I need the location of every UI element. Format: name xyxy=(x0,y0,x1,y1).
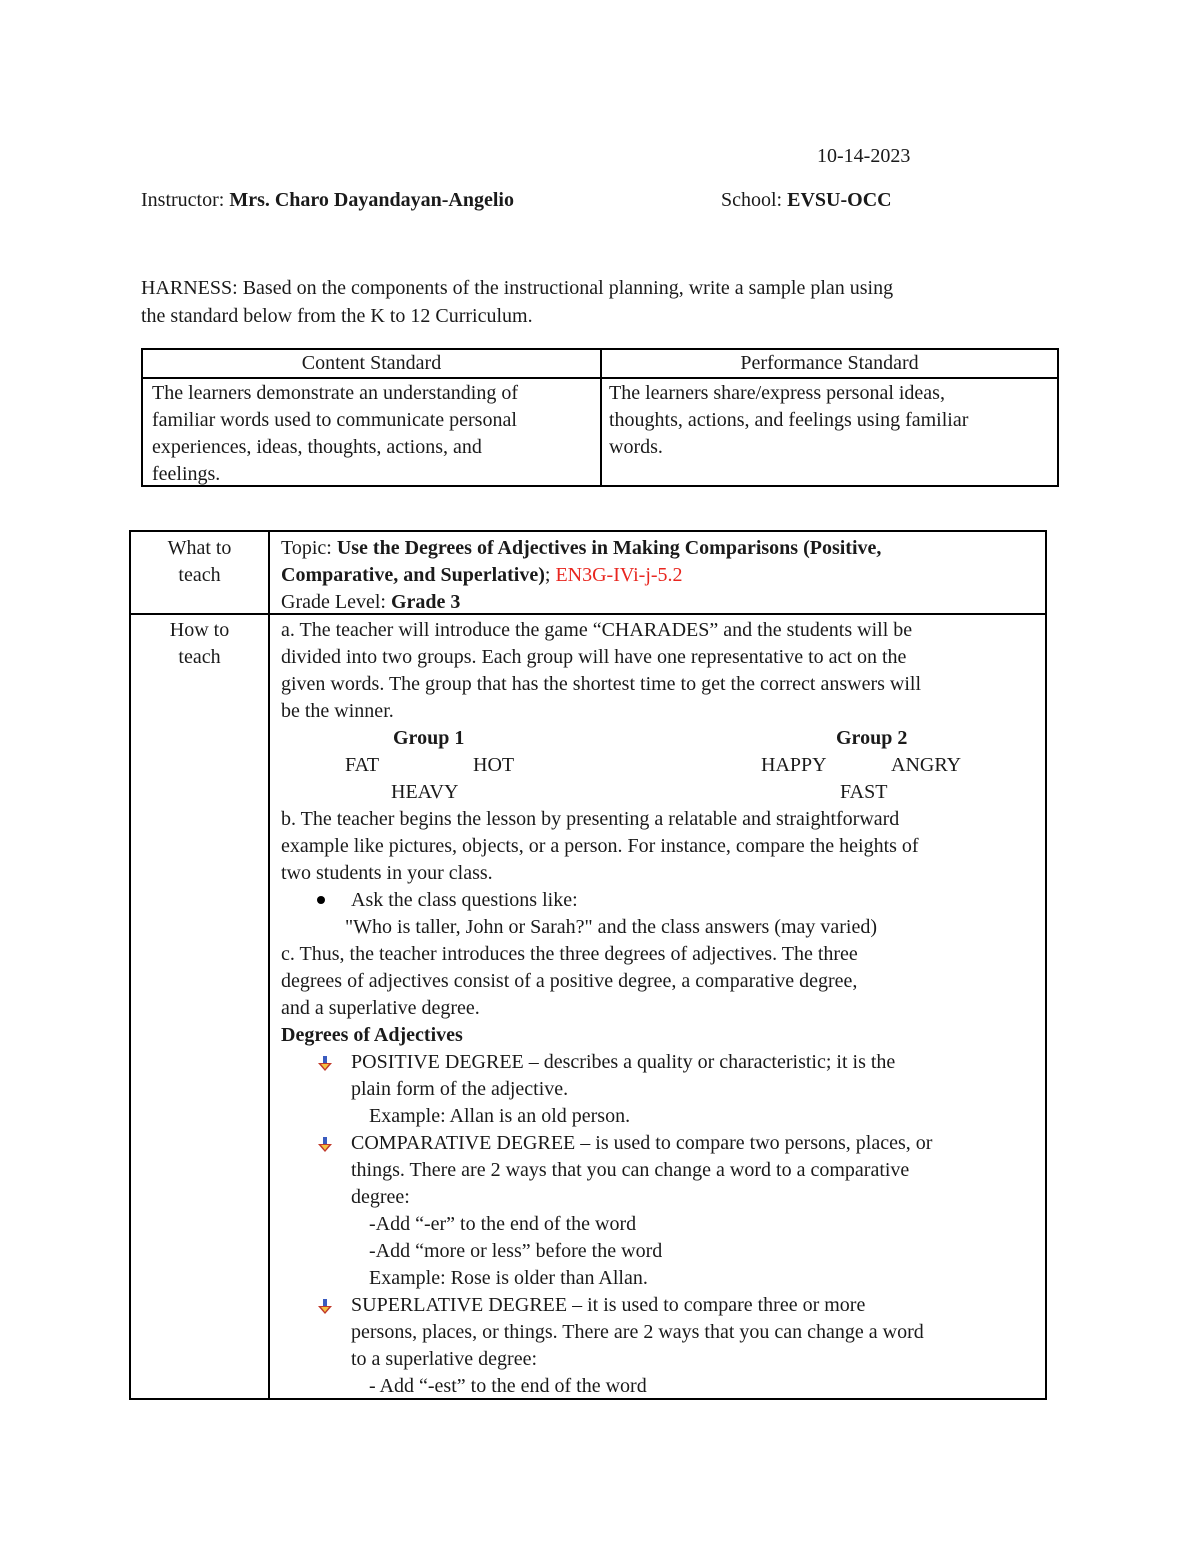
content-line: familiar words used to communicate personal xyxy=(152,409,517,431)
positive-line: POSITIVE DEGREE – describes a quality or characteristic; it is the xyxy=(351,1051,896,1073)
content-line: feelings. xyxy=(152,463,221,485)
a-line: divided into two groups. Each group will have one representative to act on the xyxy=(281,646,907,668)
superlative-line: SUPERLATIVE DEGREE – it is used to compare three or more xyxy=(351,1294,866,1316)
superlative-line: to a superlative degree: xyxy=(351,1348,538,1370)
comparative-line: things. There are 2 ways that you can change a word to a comparative xyxy=(351,1159,910,1181)
b-line: two students in your class. xyxy=(281,862,493,884)
row-divider xyxy=(131,613,1045,615)
topic-separator: ; xyxy=(544,564,551,586)
group-2-title: Group 2 xyxy=(836,727,908,749)
arrow-bullet-icon xyxy=(318,1056,332,1072)
content-line: The learners demonstrate an understanding of xyxy=(152,382,518,404)
instructor-name: Mrs. Charo Dayandayan-Angelio xyxy=(229,189,514,211)
column-divider xyxy=(600,350,602,485)
superlative-sub: - Add “-est” to the end of the word xyxy=(369,1375,647,1397)
comparative-sub: -Add “more or less” before the word xyxy=(369,1240,663,1262)
bullet-dot-icon xyxy=(317,896,325,904)
school-name: EVSU-OCC xyxy=(787,189,892,211)
instructor-line xyxy=(141,187,514,214)
group-1-word: HEAVY xyxy=(391,781,459,803)
superlative-line: persons, places, or things. There are 2 ways that you can change a word xyxy=(351,1321,924,1343)
topic-line-1 xyxy=(281,535,881,562)
content-line: experiences, ideas, thoughts, actions, and xyxy=(152,436,482,458)
performance-standard-header: Performance Standard xyxy=(740,352,919,374)
label-line: How to xyxy=(169,619,230,641)
c-line: and a superlative degree. xyxy=(281,997,480,1019)
school-label: School: xyxy=(721,189,783,211)
topic-label: Topic: xyxy=(281,537,332,559)
what-to-teach-label xyxy=(131,535,268,589)
date: 10-14-2023 xyxy=(817,145,911,167)
group-1-title: Group 1 xyxy=(393,727,465,749)
positive-line: plain form of the adjective. xyxy=(351,1078,569,1100)
harness-line-1: HARNESS: Based on the components of the instructional planning, write a sample plan using xyxy=(141,277,894,299)
performance-standard-text xyxy=(609,380,1054,461)
performance-line: thoughts, actions, and feelings using familiar xyxy=(609,409,969,431)
content-standard-text xyxy=(152,380,597,488)
bullet-example: "Who is taller, John or Sarah?" and the class answers (may varied) xyxy=(345,916,878,938)
label-line: teach xyxy=(178,646,221,668)
group-2-word: HAPPY xyxy=(761,754,827,776)
comparative-line: COMPARATIVE DEGREE – is used to compare two persons, places, or xyxy=(351,1132,933,1154)
grade-value: Grade 3 xyxy=(390,591,461,613)
a-line: a. The teacher will introduce the game “CHARADES” and the students will be xyxy=(281,619,913,641)
degrees-title: Degrees of Adjectives xyxy=(281,1024,463,1046)
c-line: c. Thus, the teacher introduces the three degrees of adjectives. The three xyxy=(281,943,858,965)
group-1-word: FAT xyxy=(345,754,380,776)
standards-table xyxy=(141,348,1059,487)
topic-title-cont: Comparative, and Superlative) xyxy=(281,564,545,586)
label-line: teach xyxy=(178,564,221,586)
column-divider xyxy=(268,532,270,1398)
instructor-label: Instructor: xyxy=(141,189,225,211)
bullet-question: Ask the class questions like: xyxy=(351,889,578,911)
plan-table xyxy=(129,530,1047,1400)
grade-label: Grade Level: xyxy=(281,591,386,613)
label-line: What to xyxy=(167,537,232,559)
school-line xyxy=(721,187,892,214)
b-line: b. The teacher begins the lesson by presenting a relatable and straightforward xyxy=(281,808,900,830)
arrow-bullet-icon xyxy=(318,1137,332,1153)
comparative-sub: -Add “-er” to the end of the word xyxy=(369,1213,637,1235)
content-standard-header: Content Standard xyxy=(301,352,442,374)
group-2-word: ANGRY xyxy=(891,754,962,776)
competency-code: EN3G-IVi-j-5.2 xyxy=(555,564,683,586)
performance-line: The learners share/express personal ideas, xyxy=(609,382,945,404)
group-2-word: FAST xyxy=(840,781,888,803)
topic-line-2 xyxy=(281,562,683,589)
b-line: example like pictures, objects, or a person. For instance, compare the heights of xyxy=(281,835,919,857)
harness-line-2: the standard below from the K to 12 Curriculum. xyxy=(141,305,533,327)
a-line: given words. The group that has the shortest time to get the correct answers will xyxy=(281,673,922,695)
a-line: be the winner. xyxy=(281,700,394,722)
how-to-teach-label xyxy=(131,617,268,671)
grade-level-line xyxy=(281,589,460,616)
topic-title: Use the Degrees of Adjectives in Making Comparisons (Positive, xyxy=(336,537,882,559)
group-1-word: HOT xyxy=(473,754,515,776)
comparative-line: degree: xyxy=(351,1186,410,1208)
comparative-example: Example: Rose is older than Allan. xyxy=(369,1267,648,1289)
performance-line: words. xyxy=(609,436,663,458)
c-line: degrees of adjectives consist of a positive degree, a comparative degree, xyxy=(281,970,858,992)
arrow-bullet-icon xyxy=(318,1299,332,1315)
positive-example: Example: Allan is an old person. xyxy=(369,1105,631,1127)
